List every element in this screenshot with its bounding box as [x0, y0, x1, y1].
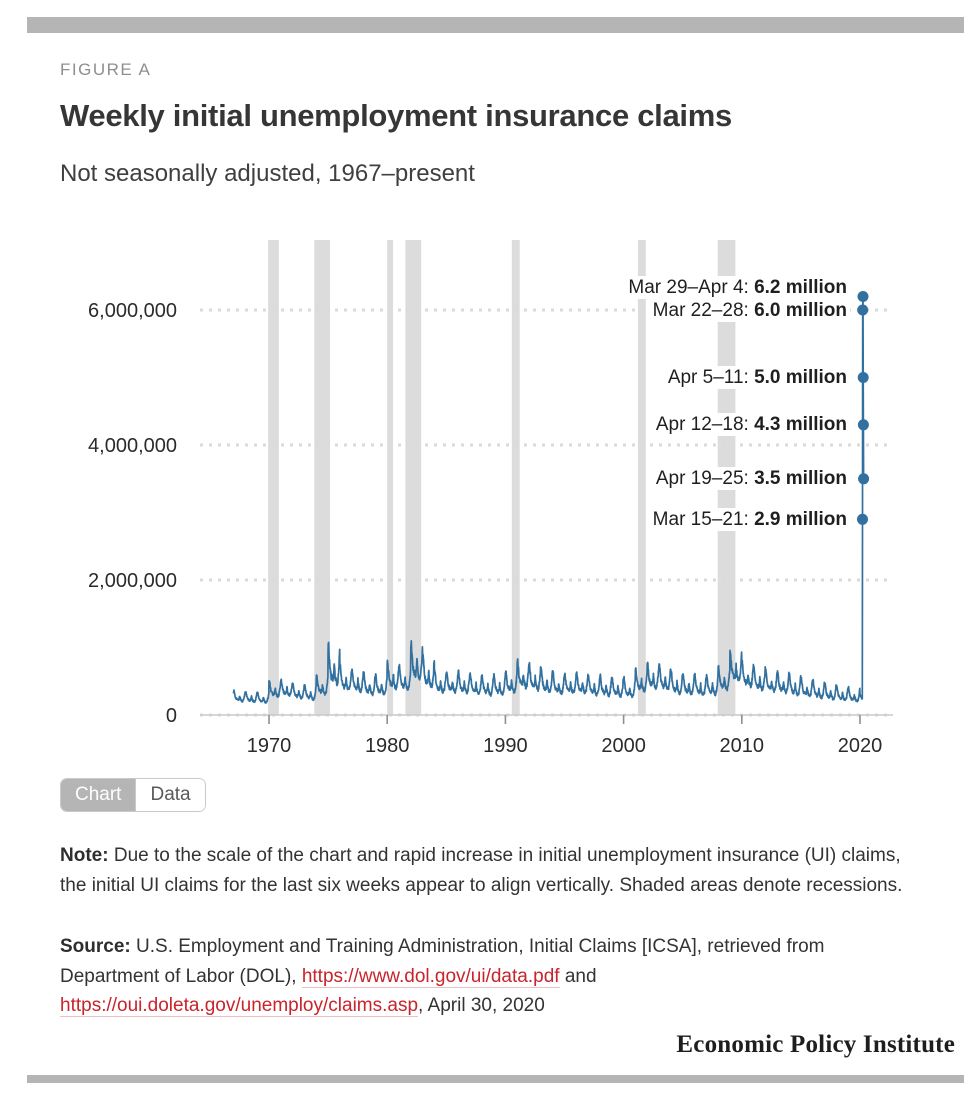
data-point-dot — [858, 473, 869, 484]
x-tick-label: 1990 — [483, 735, 528, 757]
source-prefix: Source: — [60, 936, 131, 957]
week-annotation: Mar 22–28: 6.0 million — [650, 299, 850, 322]
source-body-2: and — [559, 965, 597, 987]
week-annotation: Apr 12–18: 4.3 million — [653, 413, 850, 436]
epi-brand-logo: Economic Policy Institute — [676, 1031, 955, 1058]
chart-tab[interactable]: Chart — [61, 779, 135, 811]
chart-data-toggle — [60, 778, 206, 812]
note-text — [60, 841, 918, 900]
data-tab[interactable]: Data — [135, 779, 204, 811]
data-point-dot — [857, 514, 868, 525]
bottom-accent-bar — [27, 1075, 964, 1083]
week-annotation: Apr 5–11: 5.0 million — [665, 366, 850, 389]
x-tick-label: 2020 — [837, 735, 883, 757]
note-prefix: Note: — [60, 845, 109, 866]
week-annotation: Mar 29–Apr 4: 6.2 million — [625, 276, 850, 299]
source-body-3: , April 30, 2020 — [418, 995, 545, 1016]
data-point-dot — [858, 291, 869, 302]
x-tick-label: 2010 — [719, 735, 765, 757]
week-annotation: Apr 19–25: 3.5 million — [653, 467, 850, 490]
source-link-doleta[interactable]: https://oui.doleta.gov/unemploy/claims.asp — [60, 995, 419, 1016]
note-body: Due to the scale of the chart and rapid increase in initial unemployment insurance (UI) claims, the initial UI claims for the last six weeks appear to align vertically. Shaded areas denote recessions. — [60, 845, 903, 896]
x-tick-label: 1980 — [364, 735, 410, 757]
y-tick-label: 2,000,000 — [88, 570, 177, 592]
figure-label: FIGURE A — [60, 60, 152, 79]
x-tick-label: 1970 — [246, 735, 292, 757]
data-point-dot — [858, 372, 869, 383]
source-body-1: U.S. Employment and Training Administration, Initial Claims [ICSA], retrieved from Department of Labor (DOL), — [60, 936, 825, 987]
week-annotation: Mar 15–21: 2.9 million — [650, 508, 850, 531]
data-point-dot — [857, 305, 868, 316]
y-tick-label: 6,000,000 — [88, 300, 177, 322]
source-link-dol[interactable]: https://www.dol.gov/ui/data.pdf — [301, 965, 560, 987]
page-subtitle: Not seasonally adjusted, 1967–present — [60, 160, 475, 187]
data-point-dot — [858, 419, 869, 430]
y-tick-label: 4,000,000 — [88, 435, 177, 457]
y-tick-label: 0 — [165, 705, 177, 727]
x-tick-label: 2000 — [601, 735, 646, 757]
page-title: Weekly initial unemployment insurance claims — [60, 98, 732, 133]
source-text — [60, 932, 918, 1021]
